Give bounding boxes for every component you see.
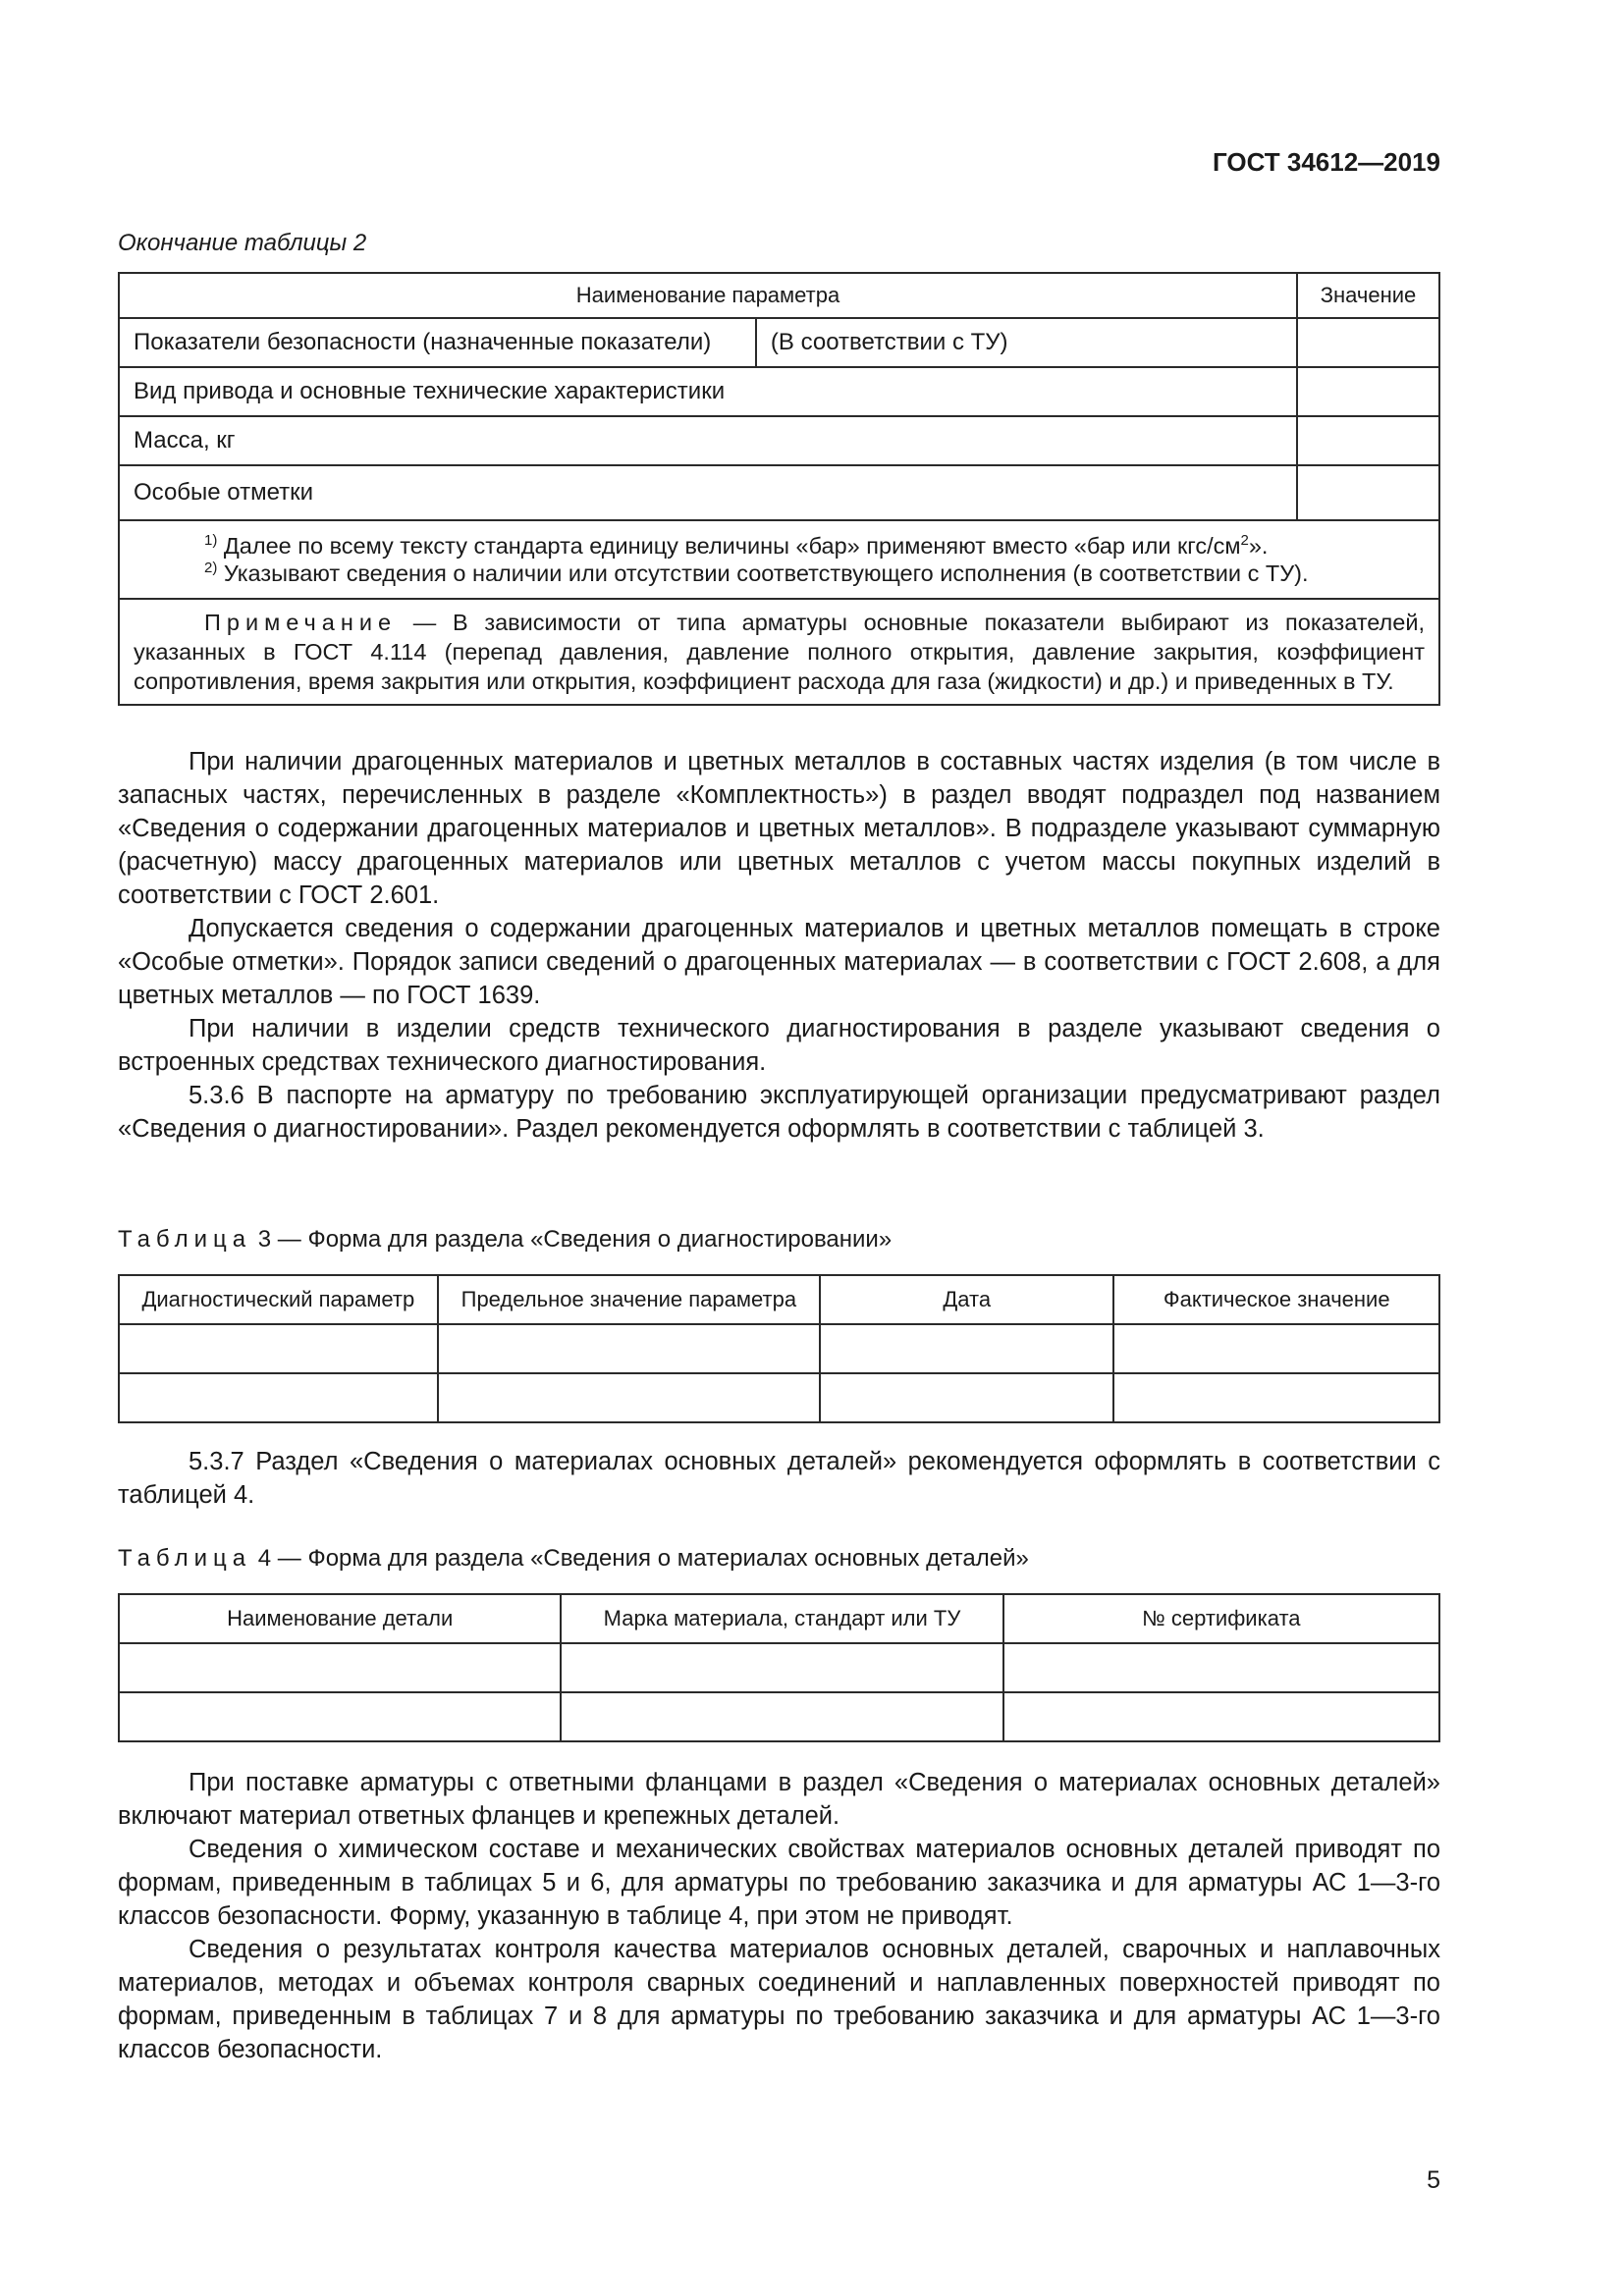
table2-cell-value [1297,465,1439,520]
footnote-mark: 1) [204,532,218,549]
table4-cell [1003,1643,1439,1692]
paragraph: При поставке арматуры с ответными фланцами в раздел «Сведения о материалах основных деталей» включают материал ответных фланцев и крепежных деталей. [118,1769,1440,1830]
table2-caption: Окончание таблицы 2 [118,230,367,256]
paragraph: Допускается сведения о содержании драгоценных материалов и цветных металлов помещать в строке «Особые отметки». Порядок записи сведений о драгоценных материалах — в соответствии с ГОСТ 2.608, а для цветных металлов — по ГОСТ 1639. [118,915,1440,1009]
paragraph: 5.3.6 В паспорте на арматуру по требованию эксплуатирующей организации предусматривают раздел «Сведения о диагностировании». Раздел рекомендуется оформлять в соответствии с таблицей 3. [118,1082,1440,1143]
table3-cell [119,1324,438,1373]
table4-header: Марка материала, стандарт или ТУ [561,1594,1002,1643]
table2-cell-value [1297,416,1439,465]
paragraph: При наличии в изделии средств технического диагностирования в разделе указывают сведения о встроенных средствах технического диагностирования. [118,1015,1440,1076]
table3-header: Диагностический параметр [119,1275,438,1324]
table3-cell [1113,1373,1439,1422]
table3-caption-text: 3 — Форма для раздела «Сведения о диагностировании» [251,1226,893,1253]
table3-caption [118,1226,892,1254]
table2-cell-sub: (В соответствии с ТУ) [756,318,1297,367]
superscript-2: 2 [1240,532,1249,549]
table3-cell [820,1373,1113,1422]
table3-cell [1113,1324,1439,1373]
footnote-mark: 2) [204,560,218,576]
table2-cell-value [1297,318,1439,367]
table3-header: Фактическое значение [1113,1275,1439,1324]
footnote-1 [204,532,1425,560]
table2-cell-param: Вид привода и основные технические характеристики [119,367,1297,416]
table-3 [118,1274,1440,1423]
table-2 [118,272,1440,706]
footnote-text-end: ». [1248,533,1269,559]
footnote-2 [204,560,1425,587]
table4-cell [561,1643,1002,1692]
paragraph: Сведения о результатах контроля качества материалов основных деталей, сварочных и наплавочных материалов, методах и объемах контроля сварных соединений и наплавленных поверхностей приводят по формам, приведенным в таблицах 7 и 8 для арматуры по требованию заказчика и для арматуры АС 1—3-го классов безопасности. [118,1936,1440,2063]
table3-cell [820,1324,1113,1373]
table3-header: Предельное значение параметра [438,1275,820,1324]
table4-header: № сертификата [1003,1594,1439,1643]
table2-header-value: Значение [1297,273,1439,318]
table4-cell [561,1692,1002,1741]
table3-cell [438,1324,820,1373]
paragraph: 5.3.7 Раздел «Сведения о материалах основных деталей» рекомендуется оформлять в соответствии с таблицей 4. [118,1448,1440,1509]
footnote-text: Указывают сведения о наличии или отсутствии соответствующего исполнения (в соответствии с ТУ). [223,561,1309,586]
table3-caption-label: Таблица [118,1226,252,1253]
table2-cell-value [1297,367,1439,416]
table-4 [118,1593,1440,1742]
table2-cell-param: Особые отметки [119,465,1297,520]
table2-cell-param: Масса, кг [119,416,1297,465]
paragraph: Сведения о химическом составе и механических свойствах материалов основных деталей приводят по формам, приведенным в таблицах 5 и 6, для арматуры по требованию заказчика и для арматуры АС 1—3-го классов безопасности. Форму, указанную в таблице 4, при этом не приводят. [118,1836,1440,1930]
table3-header: Дата [820,1275,1113,1324]
table4-cell [119,1692,561,1741]
table4-cell [119,1643,561,1692]
table2-header-param: Наименование параметра [119,273,1297,318]
note-label: Примечание [204,610,398,635]
page-number: 5 [1427,2166,1440,2194]
footnote-text: Далее по всему тексту стандарта единицу величины «бар» применяют вместо «бар или кгс/см [223,533,1241,559]
note-text: — В зависимости от типа арматуры основные показатели выбирают из показателей, указанных в ГОСТ 4.114 (перепад давления, давление полного открытия, давление закрытия, коэффициент сопротивления, время закрытия или открытия, коэффициент расхода для газа (жидкости) и др.) и приведенных в ТУ. [134,610,1425,694]
table4-caption-text: 4 — Форма для раздела «Сведения о материалах основных деталей» [251,1545,1029,1572]
table2-footnotes [119,520,1439,599]
table3-cell [119,1373,438,1422]
table2-cell-param: Показатели безопасности (назначенные показатели) [119,318,756,367]
table2-note [119,599,1439,705]
paragraph: При наличии драгоценных материалов и цветных металлов в составных частях изделия (в том числе в запасных частях, перечисленных в разделе «Комплектность») в раздел вводят подраздел под названием «Сведения о содержании драгоценных материалов и цветных металлов». В подразделе указывают суммарную (расчетную) массу драгоценных материалов или цветных металлов с учетом массы покупных изделий в соответствии с ГОСТ 2.601. [118,748,1440,909]
document-code: ГОСТ 34612—2019 [1213,147,1440,177]
table4-header: Наименование детали [119,1594,561,1643]
table4-caption [118,1545,1029,1573]
table4-caption-label: Таблица [118,1545,252,1572]
table3-cell [438,1373,820,1422]
table4-cell [1003,1692,1439,1741]
